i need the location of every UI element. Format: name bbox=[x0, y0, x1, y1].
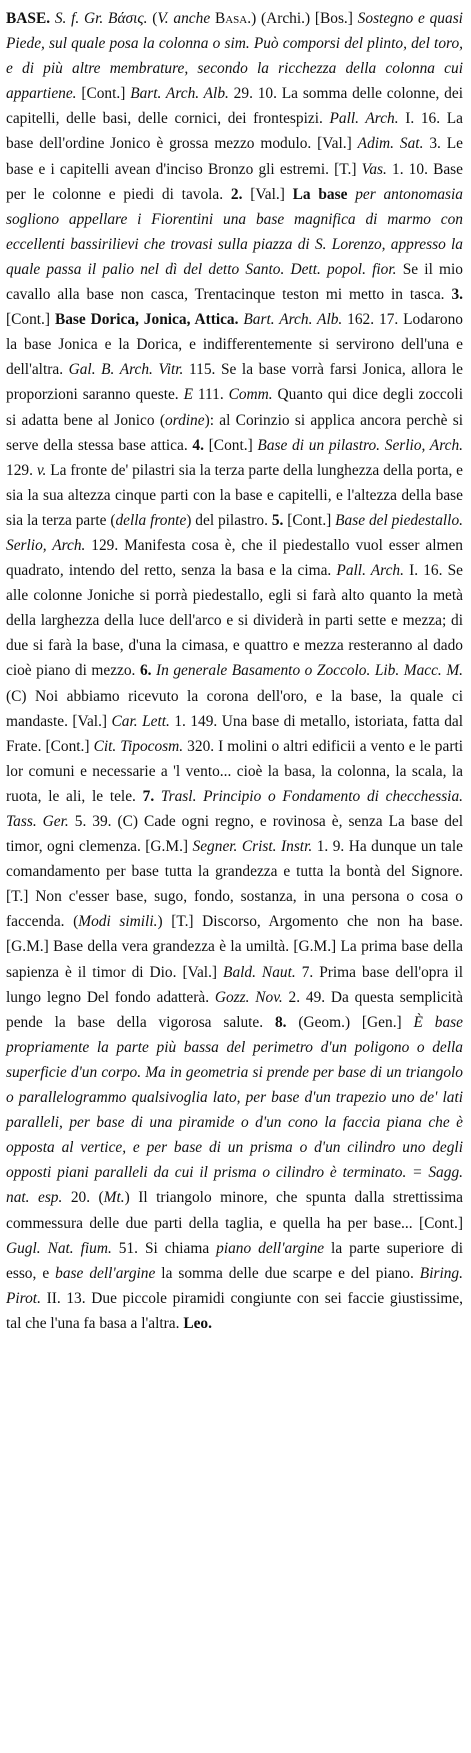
entry-text: 20. ( bbox=[62, 1189, 104, 1207]
italic-text: Bart. Arch. Alb. bbox=[243, 311, 343, 329]
italic-text: Sostegno e quasi Piede, sul quale posa la colonna o sim. Può comporsi del plinto, del toro, e di più altre membrature, secondo la ricchezza della colonna cui appartiene. bbox=[6, 10, 463, 103]
entry-text: 5. 39. (C) Cade ogni regno, e rovinosa è, senza La base del timor, ogni clemenza. [G.M.] bbox=[6, 813, 464, 856]
italic-text: Bald. Naut. bbox=[223, 963, 296, 981]
italic-text: ordine bbox=[164, 411, 205, 429]
entry-text: ( bbox=[147, 10, 158, 27]
bold-text: 5. bbox=[271, 511, 284, 529]
bold-text: 6. bbox=[139, 662, 152, 680]
entry-text: la parte superiore di esso, e bbox=[6, 1239, 463, 1282]
italic-text: In generale Basamento o Zoccolo. Lib. Macc. M. bbox=[156, 662, 463, 680]
headword: BASE. bbox=[6, 10, 51, 27]
italic-text: Car. Lett. bbox=[111, 712, 170, 730]
italic-text: Biring. Pirot. bbox=[6, 1264, 463, 1307]
bold-text: 2. bbox=[230, 185, 243, 203]
italic-text: v. bbox=[36, 461, 47, 479]
italic-text: Gal. B. Arch. Vitr. bbox=[68, 361, 184, 379]
bold-text: Base Dorica, Jonica, Attica. bbox=[54, 311, 239, 329]
entry-text: 1. 149. Una base di metallo, istoriata, fatta dal Frate. [Cont.] bbox=[6, 712, 464, 755]
italic-text: S. f. Gr. bbox=[54, 10, 104, 27]
entry-text: ) [T.] Discorso, Argomento che non ha base. [G.M.] Base della vera grandezza è la umiltà. [G.M.] La prima base della sapienza è il timor di Dio. [Val.] bbox=[6, 913, 464, 981]
italic-text: V. anche bbox=[157, 10, 211, 27]
italic-text: Pall. Arch. bbox=[336, 562, 404, 580]
dictionary-entry-base bbox=[6, 6, 463, 1336]
entry-text: Quanto qui dice degli zoccoli si adatta bene al Jonico ( bbox=[6, 386, 463, 429]
entry-text: [Cont.] bbox=[6, 311, 55, 329]
bold-text: La base bbox=[292, 185, 348, 203]
italic-text: piano dell'argine bbox=[216, 1239, 325, 1257]
entry-text: 111. bbox=[192, 386, 229, 404]
entry-text: 7. Prima base dell'opra il lungo legno Del fondo adatterà. bbox=[6, 963, 463, 1006]
entry-text: 51. Si chiama bbox=[111, 1239, 217, 1257]
entry-text: I. 16. La base dell'ordine Jonico è grossa mezzo modulo. [Val.] bbox=[6, 110, 463, 153]
entry-text: [Cont.] bbox=[203, 436, 258, 454]
bold-text: 3. bbox=[451, 286, 463, 304]
entry-text: (C) Noi abbiamo ricevuto la corona dell'oro, e la base, la quale ci mandaste. [Val.] bbox=[6, 687, 463, 730]
entry-text: 3. Le base e i capitelli avean d'inciso Bronzo gli estremi. [T.] bbox=[6, 135, 463, 178]
italic-text: base dell'argine bbox=[55, 1264, 156, 1282]
entry-text: 320. I molini o altri edificii a vento e le parti lor comuni e necessarie a 'l vento... cioè la basa, la colonna, la scala, la ruota, le ali, le tele. bbox=[6, 737, 463, 805]
entry-text: 115. Se la base vorrà farsi Jonica, allora le proporzioni saranno queste. bbox=[6, 361, 463, 404]
bold-text: 7. bbox=[142, 787, 155, 805]
entry-text: la somma delle due scarpe e del piano. bbox=[155, 1264, 420, 1282]
entry-text: 29. 10. La somma delle colonne, dei capitelli, delle basi, delle cornici, dei frontespizi. bbox=[6, 85, 463, 128]
entry-text: 129. bbox=[6, 461, 37, 479]
entry-text: [Cont.] bbox=[76, 85, 131, 103]
entry-text: II. 13. Due piccole piramidi congiunte con sei faccie giustissime, tal che l'una fa basa a l'altra. bbox=[6, 1289, 463, 1332]
italic-text: Cit. Tipocosm. bbox=[93, 737, 184, 755]
italic-text: Βάσις. bbox=[108, 10, 148, 27]
italic-text: Segner. Crist. Instr. bbox=[192, 838, 313, 856]
italic-text: Base di un pilastro. Serlio, Arch. bbox=[257, 436, 463, 454]
entry-text: [Cont.] bbox=[283, 511, 336, 529]
italic-text: Pall. Arch. bbox=[329, 110, 399, 128]
entry-text: ): al Corinzio si applica ancora perchè si serve della stessa base attica. bbox=[6, 411, 463, 454]
italic-text: Gozz. Nov. bbox=[214, 988, 283, 1006]
italic-text: Adim. Sat. bbox=[357, 135, 424, 153]
smallcaps-text: Basa. bbox=[214, 10, 252, 27]
entry-text: La fronte de' pilastri sia la terza parte della lunghezza della porta, e sia la sua altezza cinque parti con la base e capitelli, e l'altezza della base sia la terza parte ( bbox=[6, 461, 464, 529]
italic-text: Modi simili. bbox=[78, 913, 158, 931]
entry-text: 129. Manifesta cosa è, che il piedestallo vuol esser almen quadrato, intendo del retto, senza la basa e la cima. bbox=[6, 536, 463, 580]
italic-text: Base del piedestallo. Serlio, Arch. bbox=[6, 511, 463, 554]
italic-text: Trasl. Principio o Fondamento di checchessia. Tass. Ger. bbox=[6, 787, 463, 830]
entry-text: 1. 10. Base per le colonne e piedi di tavola. bbox=[6, 160, 463, 203]
entry-text: ) Il triangolo minore, che spunta dalla strettissima commessura delle due parti della taglia, e quella ha per base... [Cont.] bbox=[6, 1189, 464, 1232]
entry-text: ) del pilastro. bbox=[186, 511, 272, 529]
entry-text: 2. 49. Da questa semplicità pende la base della vigorosa salute. bbox=[6, 988, 463, 1031]
entry-text: 1. 9. Ha dunque un tale comandamento per base tutta la grandezza e tutta la bontà del Signore. [T.] Non c'esser base, sugo, fondo, sostanza, in una persona o cosa o faccenda. ( bbox=[6, 838, 463, 931]
italic-text: Mt. bbox=[103, 1189, 125, 1207]
bold-text: 4. bbox=[192, 436, 204, 454]
italic-text: È base bbox=[413, 1013, 463, 1031]
italic-text: Comm. bbox=[228, 386, 273, 404]
bold-text: 8. bbox=[274, 1013, 287, 1031]
italic-text: E bbox=[183, 386, 193, 404]
italic-text: Vas. bbox=[361, 160, 387, 178]
italic-text: Bart. Arch. Alb. bbox=[130, 85, 229, 103]
italic-text: propriamente la parte più bassa del perimetro d'un poligono o della superficie d'un corpo. Ma in geometria si prende per base di un triangolo o parallelogrammo qualsivoglia lato, per base d'un trapezio uno de' lati paralleli, per base di una piramide o d'un cono la faccia piana che è opposta al vertice, e per base di un prisma o d'un cilindro uno degli opposti piani paralleli da cui il prisma o cilindro è terminato. = Sagg. nat. esp. bbox=[6, 1038, 463, 1207]
italic-text: Gugl. Nat. fium. bbox=[6, 1239, 112, 1257]
entry-text bbox=[154, 788, 161, 805]
italic-text: per antonomasia sogliono appellare i Fiorentini una base magnifica di marmo con eccellenti bassirilievi che trovasi sulla piazza di S. Lorenzo, appresso la quale passa il palio nel dì del detto Santo. Dett. popol. fior. bbox=[6, 185, 463, 278]
entry-text: 162. 17. Lodarono la base Jonica e la Dorica, e indifferentemente si servirono dell'una e dell'altra. bbox=[6, 311, 463, 379]
italic-text: della fronte bbox=[115, 511, 187, 529]
entry-text: I. 16. Se alle colonne Joniche si porrà piedestallo, egli si farà alto quanto la metà della larghezza della luce dell'arco e si dividerà in parti sette e mezza; di due si farà la base, d'una la cimasa, e quattro e mezza resteranno al dado cioè piano di mezzo. bbox=[6, 562, 463, 680]
entry-text: (Geom.) [Gen.] bbox=[286, 1013, 414, 1031]
entry-text: [Val.] bbox=[242, 185, 293, 203]
entry-text: ) (Archi.) [Bos.] bbox=[251, 10, 358, 27]
bold-text: Leo. bbox=[183, 1314, 212, 1332]
entry-text: Se il mio cavallo alla base non casca, Trentacinque teston mi metto in tasca. bbox=[6, 260, 463, 304]
